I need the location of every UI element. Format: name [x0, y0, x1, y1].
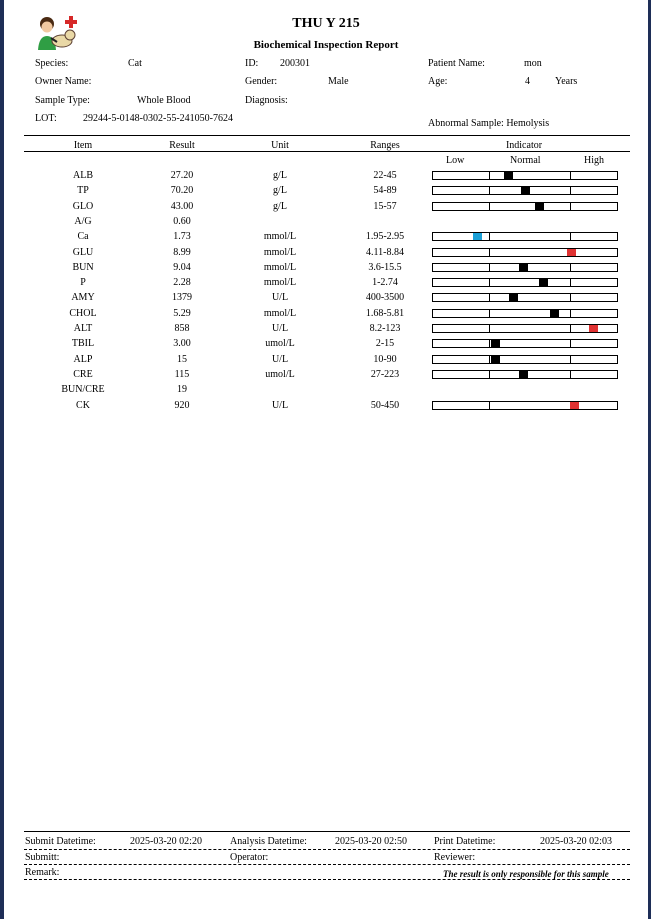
row-unit: mmol/L — [263, 231, 297, 243]
indicator-bar — [432, 186, 618, 195]
submitter-label: Submitt: — [25, 852, 60, 863]
indicator-bar — [432, 202, 618, 211]
row-item: BUN — [72, 261, 94, 273]
age-unit: Years — [555, 76, 578, 87]
row-range: 1-2.74 — [372, 277, 398, 289]
submit-datetime-label: Submit Datetime: — [25, 836, 96, 847]
indicator-bar — [432, 232, 618, 241]
indicator-marker — [519, 371, 528, 378]
row-range: 54-89 — [373, 185, 397, 197]
remark-label: Remark: — [25, 867, 60, 878]
report-page — [4, 0, 648, 919]
indicator-bar — [432, 370, 618, 379]
indicator-bar — [432, 248, 618, 257]
indicator-marker — [539, 279, 548, 286]
row-item: A/G — [74, 215, 92, 227]
print-datetime-label: Print Datetime: — [434, 836, 496, 847]
row-unit: mmol/L — [263, 261, 297, 273]
indicator-marker — [570, 402, 579, 409]
row-range: 1.68-5.81 — [365, 307, 405, 319]
header-rule — [24, 151, 630, 152]
gender-value: Male — [328, 76, 349, 87]
analysis-datetime-value: 2025-03-20 02:50 — [335, 836, 407, 847]
header-result: Result — [169, 140, 195, 151]
analysis-datetime-label: Analysis Datetime: — [230, 836, 307, 847]
row-result: 43.00 — [170, 200, 194, 212]
table-row — [4, 246, 648, 261]
row-item: ALT — [73, 323, 93, 334]
age-value: 4 — [525, 76, 530, 87]
row-result: 3.00 — [173, 338, 191, 350]
patient-name-value: mon — [524, 58, 542, 69]
row-item: BUN/CRE — [61, 384, 105, 396]
footer-dashed-rule-2 — [24, 864, 630, 865]
indicator-bar — [432, 339, 618, 348]
indicator-marker — [535, 203, 544, 210]
owner-label: Owner Name: — [35, 76, 92, 87]
row-result: 70.20 — [170, 185, 194, 197]
indicator-marker — [504, 172, 513, 179]
sample-type-label: Sample Type: — [35, 95, 90, 106]
row-range: 22-45 — [373, 170, 397, 181]
row-result: 19 — [177, 384, 187, 396]
row-range: 3.6-15.5 — [368, 261, 402, 273]
disclaimer-text: The result is only responsible for this sample — [443, 869, 609, 879]
row-item: GLU — [72, 246, 94, 258]
row-unit: mmol/L — [263, 246, 297, 258]
table-row — [4, 276, 648, 291]
indicator-bar — [432, 324, 618, 333]
row-result: 8.99 — [173, 246, 191, 258]
table-top-rule — [24, 135, 630, 136]
age-label: Age: — [428, 76, 448, 87]
indicator-bar — [432, 355, 618, 364]
table-row — [4, 184, 648, 199]
footer-dashed-rule-3 — [24, 879, 630, 880]
indicator-bar — [432, 278, 618, 287]
species-label: Species: — [35, 58, 69, 69]
id-label: ID: — [245, 58, 259, 69]
row-unit: U/L — [271, 292, 289, 304]
table-row — [4, 307, 648, 322]
indicator-marker — [521, 187, 530, 194]
indicator-bar — [432, 171, 618, 180]
row-result: 858 — [174, 323, 190, 334]
table-row — [4, 261, 648, 276]
table-row — [4, 215, 648, 230]
row-range: 400-3500 — [365, 292, 405, 304]
scale-normal: Normal — [510, 155, 541, 166]
lot-label: LOT: — [35, 113, 57, 124]
row-item: GLO — [72, 200, 94, 212]
row-unit: g/L — [273, 170, 287, 181]
row-item: ALP — [73, 353, 93, 365]
row-unit: U/L — [271, 323, 289, 334]
scale-high: High — [584, 155, 604, 166]
indicator-marker — [473, 233, 482, 240]
row-item: P — [80, 277, 86, 289]
row-result: 0.60 — [173, 215, 191, 227]
table-row — [4, 200, 648, 215]
indicator-marker — [491, 356, 500, 363]
indicator-bar — [432, 263, 618, 272]
clinic-name: THU Y 215 — [292, 16, 360, 31]
row-result: 5.29 — [173, 307, 191, 319]
row-result: 2.28 — [173, 277, 191, 289]
header-ranges: Ranges — [370, 140, 400, 151]
report-title: Biochemical Inspection Report — [253, 39, 399, 51]
indicator-marker — [519, 264, 528, 271]
row-range: 15-57 — [373, 200, 397, 212]
table-row — [4, 230, 648, 245]
reviewer-label: Reviewer: — [434, 852, 476, 863]
indicator-bar — [432, 309, 618, 318]
footer-rule — [24, 831, 630, 832]
header-unit: Unit — [271, 140, 289, 151]
row-unit: umol/L — [265, 368, 295, 380]
table-row — [4, 383, 648, 398]
indicator-marker — [589, 325, 598, 332]
row-range: 1.95-2.95 — [365, 231, 405, 243]
row-range: 4.11-8.84 — [366, 246, 404, 258]
row-range: 27-223 — [370, 368, 400, 380]
row-item: AMY — [71, 292, 95, 304]
patient-name-label: Patient Name: — [428, 58, 485, 69]
row-range: 10-90 — [373, 353, 397, 365]
operator-label: Operator: — [230, 852, 269, 863]
table-row — [4, 169, 648, 184]
scale-low: Low — [446, 155, 465, 166]
header-indicator: Indicator — [505, 140, 543, 151]
lot-value: 29244-5-0148-0302-55-241050-7624 — [83, 113, 233, 124]
header-item: Item — [73, 140, 93, 151]
indicator-marker — [567, 249, 576, 256]
table-row — [4, 322, 648, 337]
indicator-bar — [432, 401, 618, 410]
indicator-marker — [491, 340, 500, 347]
footer-dashed-rule-1 — [24, 849, 630, 850]
row-result: 920 — [174, 399, 190, 411]
row-item: CRE — [73, 368, 93, 380]
row-result: 15 — [177, 353, 187, 365]
row-unit: U/L — [271, 353, 289, 365]
species-value: Cat — [128, 58, 142, 69]
row-range: 50-450 — [370, 399, 400, 411]
gender-label: Gender: — [245, 76, 278, 87]
row-item: TBIL — [71, 338, 95, 350]
row-item: TP — [77, 185, 89, 197]
row-unit: g/L — [273, 200, 287, 212]
row-unit: U/L — [271, 399, 289, 411]
row-unit: umol/L — [265, 338, 295, 350]
row-unit: mmol/L — [263, 307, 297, 319]
abnormal-sample-note: Abnormal Sample: Hemolysis — [428, 118, 550, 129]
indicator-marker — [550, 310, 559, 317]
print-datetime-value: 2025-03-20 02:03 — [540, 836, 612, 847]
row-range: 8.2-123 — [369, 323, 401, 334]
table-row — [4, 353, 648, 368]
indicator-bar — [432, 293, 618, 302]
row-result: 115 — [174, 368, 190, 380]
table-row — [4, 337, 648, 352]
diagnosis-label: Diagnosis: — [245, 95, 288, 106]
row-range: 2-15 — [375, 338, 395, 350]
row-item: CHOL — [69, 307, 97, 319]
row-result: 1.73 — [173, 231, 191, 243]
table-row — [4, 399, 648, 414]
row-unit: mmol/L — [263, 277, 297, 289]
sample-type-value: Whole Blood — [137, 95, 191, 106]
indicator-marker — [509, 294, 518, 301]
row-result: 1379 — [172, 292, 192, 304]
row-result: 9.04 — [173, 261, 191, 273]
row-item: Ca — [77, 231, 89, 243]
submit-datetime-value: 2025-03-20 02:20 — [130, 836, 202, 847]
row-result: 27.20 — [170, 170, 194, 181]
table-row — [4, 368, 648, 383]
table-row — [4, 291, 648, 306]
row-item: ALB — [73, 170, 93, 181]
row-item: CK — [76, 399, 90, 411]
row-unit: g/L — [273, 185, 287, 197]
id-value: 200301 — [280, 58, 310, 69]
